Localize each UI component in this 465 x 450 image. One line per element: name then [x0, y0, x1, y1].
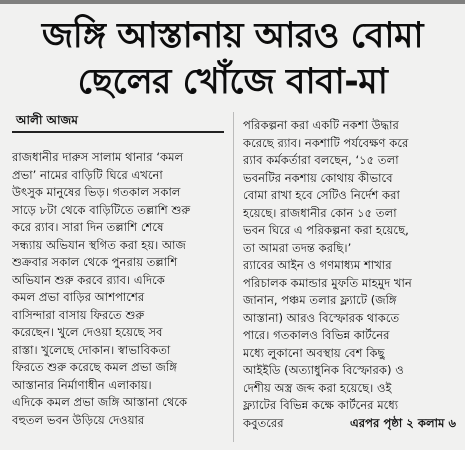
text-line: করেছেন। খুলে দেওয়া হয়েছে সব	[12, 325, 163, 339]
continuation-note: এরপর পৃষ্ঠা ২ কলাম ৬	[349, 415, 456, 430]
text-line: করেছে র‍্যাব। নকশাটি পর্যবেক্ষণ করে	[243, 135, 409, 150]
text-line: র‍্যাবের আইন ও গণমাধ্যম শাখার	[243, 258, 392, 272]
text-line: পরিকল্পনা করা একটি নকশা উদ্ধার	[243, 118, 399, 132]
text-line: ফ্ল্যাটের বিভিন্ন কক্ষে কার্টনের মধ্যে	[243, 398, 399, 412]
text-line: আস্তানা) আরও বিস্ফোরক থাকতে	[243, 310, 400, 325]
text-line: সন্ধ্যায় অভিযান স্থগিত করা হয়। আজ	[12, 237, 186, 252]
text-line: তা আমরা তদন্ত করছি।’	[243, 240, 352, 255]
column-divider	[233, 112, 234, 442]
text-line: সাড়ে ৮টা থেকে বাড়িটিতে তল্লাশি শুরু	[12, 202, 191, 217]
text-line: ফিরতে শুরু করেছে কমল প্রভা জঙ্গি	[12, 360, 177, 374]
text-line: অভিযান শুরু করবে র‍্যাব। এদিকে	[12, 272, 165, 287]
text-line: বহুতল ভবন উড়িয়ে দেওয়ার	[12, 412, 145, 427]
text-line: হয়েছে। রাজধানীর কোন ১৫ তলা	[243, 205, 397, 220]
text-line: প্রভা’ নামের বাড়িটি ঘিরে এখনো	[12, 167, 163, 182]
text-line: পারে। গতকালও বিভিন্ন কার্টনের	[243, 328, 390, 342]
article-column-1	[12, 149, 224, 429]
byline: আলী আজম	[16, 113, 78, 127]
headline-line-1: জঙ্গি আস্তানায় আরও বোমা	[41, 16, 424, 56]
text-line: করে র‍্যাব। সারা দিন তল্লাশি শেষে	[12, 220, 164, 234]
text-line: বাসিন্দারা বাসায় ফিরতে শুরু	[12, 307, 145, 322]
text-line: কবুতরের এরপর পৃষ্ঠা ২ কলাম ৬	[243, 415, 456, 433]
text-line: কমল প্রভা বাড়ির আশপাশের	[12, 290, 145, 304]
article-column-2	[243, 117, 456, 432]
text-line: পরিচালক কমান্ডার মুফতি মাহমুদ খান	[243, 275, 412, 290]
text-line: ভবন ঘিরে এ পরিকল্পনা করা হয়েছে,	[243, 223, 409, 237]
text-line: আস্তানার নির্মাণাধীন এলাকায়।	[12, 377, 152, 392]
text-line: এদিকে কমল প্রভা জঙ্গি আস্তানা থেকে	[12, 395, 188, 409]
byline-rule	[12, 131, 224, 133]
text-line: বোমা রাখা হবে সেটিও নির্দেশ করা	[243, 188, 400, 202]
text-line: জানান, পঞ্চম তলার ফ্ল্যাটে (জঙ্গি	[243, 293, 397, 307]
headline-line-2: ছেলের খোঁজে বাবা-মা	[77, 62, 388, 102]
text-line: শুক্রবার সকাল থেকে পুনরায় তল্লাশি	[12, 255, 178, 269]
text-line: র‍্যাব কর্মকর্তারা বলছেন, ‘১৫ তলা	[243, 153, 399, 167]
text-line: ভবনটির নকশায় কোথায় কীভাবে	[243, 170, 393, 185]
text-line: রাজধানীর দারুস সালাম থানার ‘কমল	[12, 150, 184, 164]
text-line: দেশীয় অস্ত্র জব্দ করা হয়েছে। ওই	[243, 380, 392, 395]
text-line: আইইডি (অত্যাধুনিক বিস্ফোরক) ও	[243, 363, 404, 377]
top-cut-edge	[0, 0, 465, 4]
headline	[0, 14, 465, 104]
text-line: উৎসুক মানুষের ভিড়। গতকাল সকাল	[12, 185, 181, 199]
text-line: মধ্যে লুকানো অবস্থায় বেশ কিছু	[243, 345, 385, 360]
text-line: রাস্তা। খুলেছে দোকান। স্বাভাবিকতা	[12, 342, 171, 357]
